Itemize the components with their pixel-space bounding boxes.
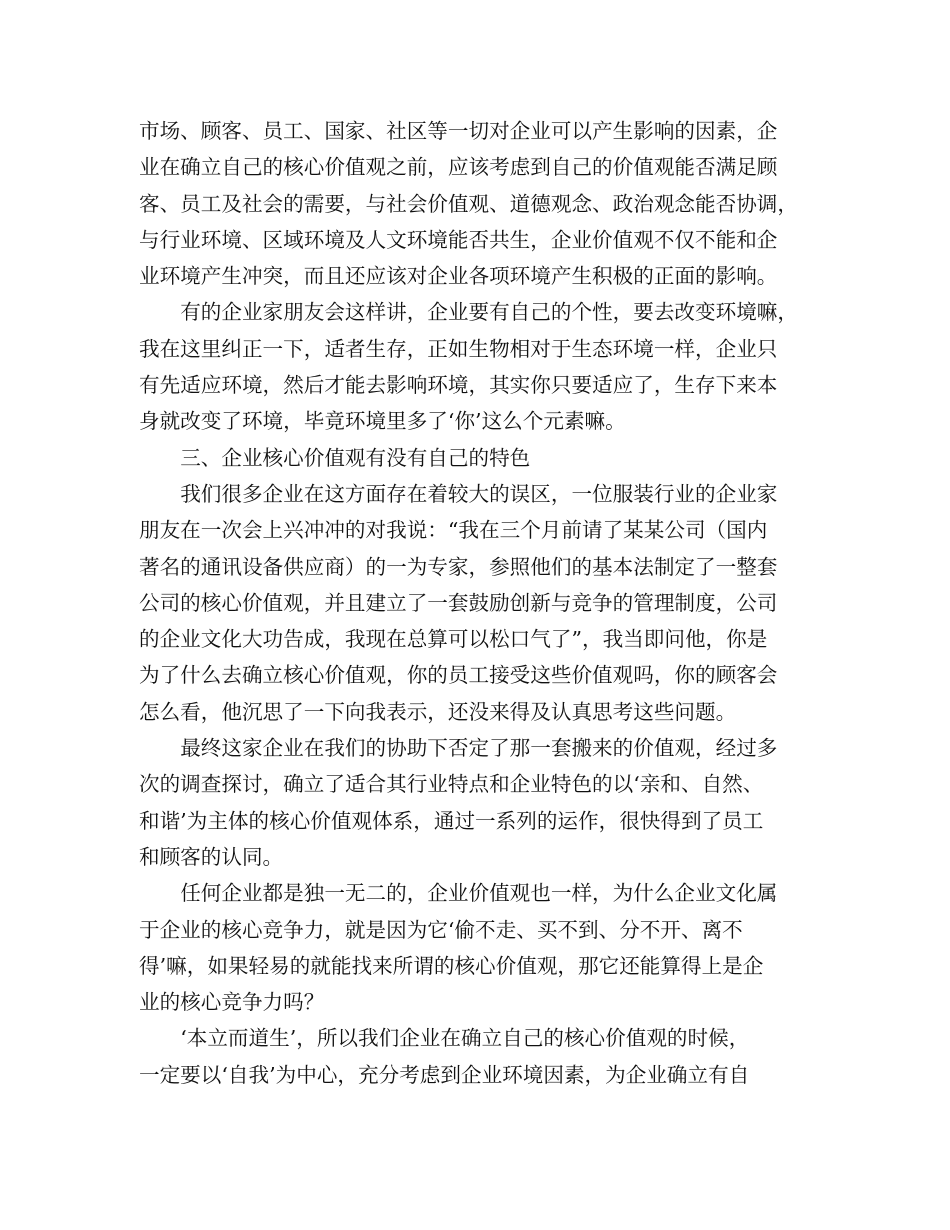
paragraph: 有的企业家朋友会这样讲，企业要有自己的个性，要去改变环境嘛， 我在这里纠正一下，适者生存，正如生物相对于生态环境一样，企业只 有先适应环境，然后才能去影响环境，其实你只要适应了，生存下来本 身就改变了环境，毕竟环境里多了‘你’这么个元素嘛。 [139, 300, 798, 434]
paragraph: 最终这家企业在我们的协助下否定了那一套搬来的价值观，经过多 次的调查探讨，确立了适合其行业特点和企业特色的以‘亲和、自然、 和谐’为主体的核心价值观体系，通过一系列的运作，很快得到了员工 和顾客的认同。 [139, 736, 778, 869]
paragraph: 任何企业都是独一无二的，企业价值观也一样，为什么企业文化属 于企业的核心竞争力，就是因为它‘偷不走、买不到、分不开、离不 得’嘛，如果轻易的就能找来所谓的核心价值观，那它还能算得上是企 业的核心竞争力吗？ [139, 881, 778, 1015]
section-heading: 三、企业核心价值观有没有自己的特色 [180, 445, 531, 470]
paragraph-continued: 市场、顾客、员工、国家、社区等一切对企业可以产生影响的因素，企 业在确立自己的核心价值观之前，应该考虑到自己的价值观能否满足顾 客、员工及社会的需要，与社会价值观、道德观念、政治观念能否协调， 与行业环境、区域环境及人文环境能否共生，企业价值观不仅不能和企 业环境产生冲突，而且还应该对企业各项环境产生积极的正面的影响。 [139, 119, 798, 289]
document-body [139, 113, 829, 1093]
paragraph: ‘本立而道生’，所以我们企业在确立自己的核心价值观的时候， 一定要以‘自我’为中心，充分考虑到企业环境因素，为企业确立有自 [139, 1026, 750, 1087]
paragraph: 我们很多企业在这方面存在着较大的误区，一位服装行业的企业家 朋友在一次会上兴冲冲的对我说：“我在三个月前请了某某公司（国内 著名的通讯设备供应商）的一为专家，参照他们的基本法制定了一整套 公司的核心价值观，并且建立了一套鼓励创新与竞争的管理制度，公司 的企业文化大功告成，我现在总算可以松口气了”，我当即问他，你是 为了什么去确立核心价值观，你的员工接受这些价值观吗，你的顾客会 怎么看，他沉思了一下向我表示，还没来得及认真思考这些问题。 [139, 481, 778, 724]
